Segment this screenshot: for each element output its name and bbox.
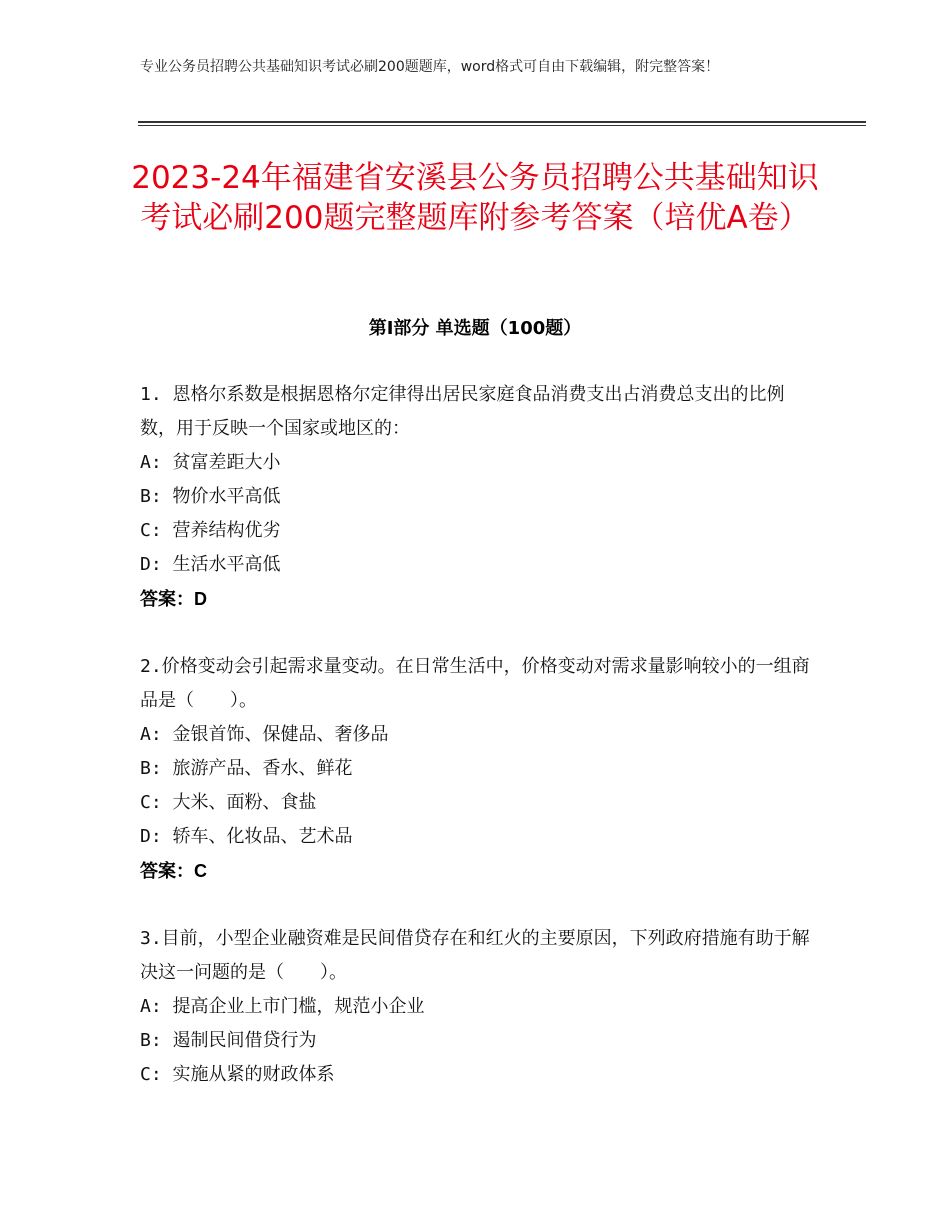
question-stem: 3.目前，小型企业融资难是民间借贷存在和红火的主要原因，下列政府措施有助于解决这一问题的是（ ）。	[140, 928, 810, 983]
question-list	[140, 378, 810, 1126]
option-d: D: 轿车、化妆品、艺术品	[140, 826, 353, 847]
option-c: C: 实施从紧的财政体系	[140, 1064, 335, 1085]
document-title: 2023-24年福建省安溪县公务员招聘公共基础知识考试必刷200题完整题库附参考答案（培优A卷）	[131, 160, 819, 236]
option-b: B: 旅游产品、香水、鲜花	[140, 758, 353, 779]
header-note: 专业公务员招聘公共基础知识考试必刷200题题库，word格式可自由下载编辑，附完整答案！	[140, 59, 720, 75]
option-c: C: 营养结构优劣	[140, 520, 281, 541]
question-stem: 1. 恩格尔系数是根据恩格尔定律得出居民家庭食品消费支出占消费总支出的比例数，用于反映一个国家或地区的：	[140, 384, 785, 439]
header-divider-thick	[138, 121, 866, 123]
header-divider-thin	[138, 125, 866, 126]
option-c: C: 大米、面粉、食盐	[140, 792, 317, 813]
option-b: B: 遏制民间借贷行为	[140, 1030, 317, 1051]
option-d: D: 生活水平高低	[140, 554, 281, 575]
option-a: A: 提高企业上市门槛，规范小企业	[140, 996, 425, 1017]
question-3	[140, 922, 810, 1092]
question-1	[140, 378, 810, 616]
option-a: A: 贫富差距大小	[140, 452, 281, 473]
question-2	[140, 650, 810, 888]
answer: 答案：C	[140, 861, 207, 881]
option-b: B: 物价水平高低	[140, 486, 281, 507]
question-stem: 2.价格变动会引起需求量变动。在日常生活中，价格变动对需求量影响较小的一组商品是（ ）。	[140, 656, 810, 711]
section-title: 第Ⅰ部分 单选题（100题）	[368, 318, 582, 339]
option-a: A: 金银首饰、保健品、奢侈品	[140, 724, 389, 745]
answer: 答案：D	[140, 589, 207, 609]
